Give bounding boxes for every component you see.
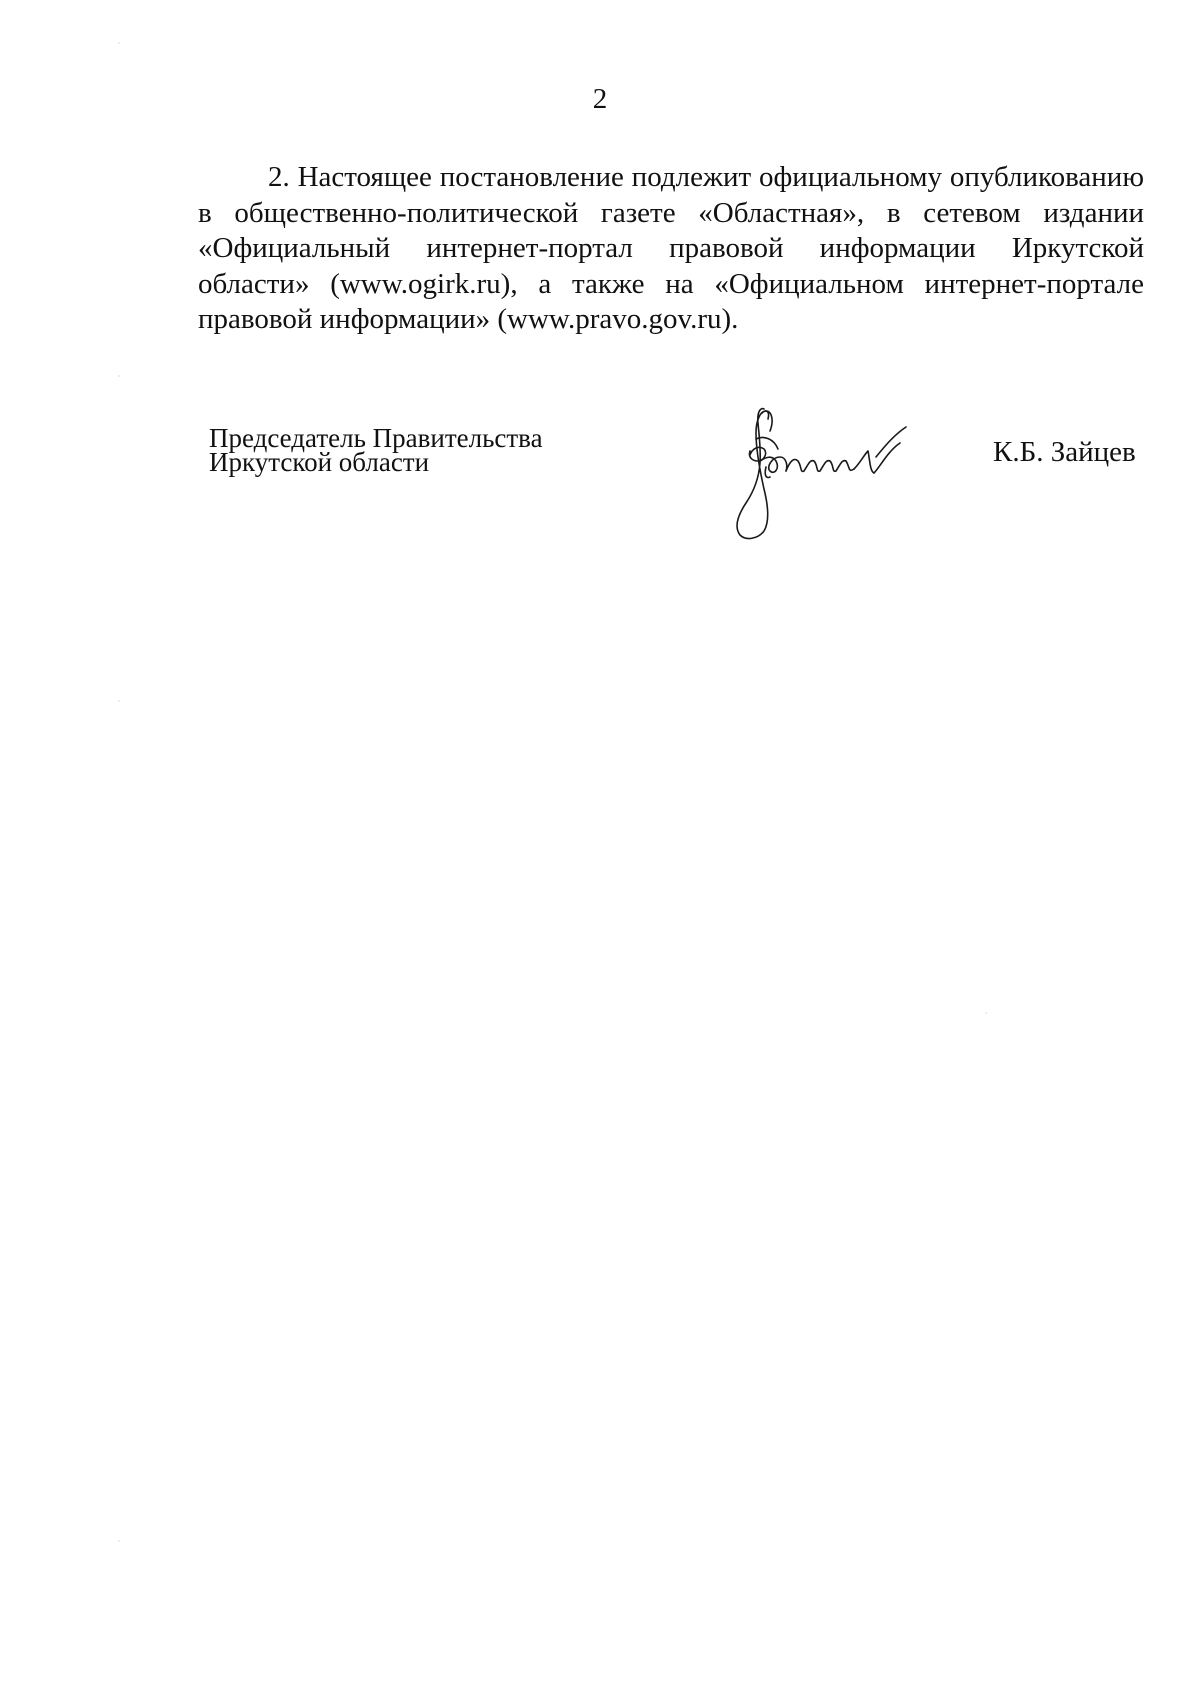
signatory-name: К.Б. Зайцев xyxy=(993,436,1136,468)
page-number: 2 xyxy=(592,83,608,115)
signatory-title xyxy=(209,423,543,477)
scan-speck xyxy=(985,1012,987,1014)
publication-paragraph: 2. Настоящее постановление подлежит официальному опубликованию в общественно-политической газете «Областная», в сетевом издании «Официальный интернет-портал правовой информации Иркутской области» (www.ogirk.ru), а также на «Официальном интернет-портале правовой информации» (www.pravo.gov.ru). xyxy=(198,161,1144,335)
scan-speck xyxy=(118,375,120,377)
handwritten-signature xyxy=(730,405,965,540)
scan-speck xyxy=(118,42,120,44)
signatory-title-line-1: Председатель Правительства xyxy=(209,423,543,453)
scan-speck xyxy=(118,700,120,702)
scan-speck xyxy=(118,1540,120,1542)
signatory-title-line-2: Иркутской области xyxy=(209,447,430,477)
